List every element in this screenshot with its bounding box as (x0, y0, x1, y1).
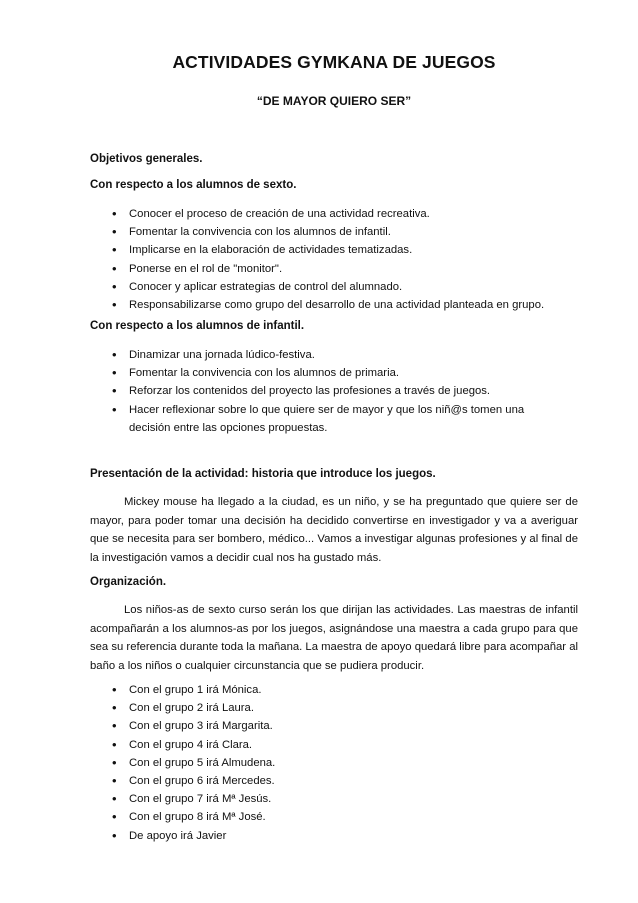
presentacion-paragraph (90, 493, 578, 567)
list-item: • Ponerse en el rol de "monitor". (90, 260, 560, 278)
list-item: • Responsabilizarse como grupo del desarrollo de una actividad planteada en grupo. (90, 296, 560, 314)
document-subtitle: “DE MAYOR QUIERO SER” (256, 94, 412, 108)
presentacion-heading: Presentación de la actividad: historia que introduce los juegos. (90, 468, 436, 480)
document-title: ACTIVIDADES GYMKANA DE JUEGOS (172, 52, 496, 72)
list-item: • Con el grupo 8 irá Mª José. (90, 808, 560, 826)
list-item: • Fomentar la convivencia con los alumnos de infantil. (90, 223, 560, 241)
organizacion-heading: Organización. (90, 576, 167, 588)
list-item: • Dinamizar una jornada lúdico-festiva. (90, 346, 560, 364)
organizacion-text: Los niños-as de sexto curso serán los que dirijan las actividades. Las maestras de infantil acompañarán a los alumnos-as por los juegos, asignándose una maestra a cada grupo para que sea su referencia durante toda la mañana. La maestra de apoyo quedará libre para acompañar al baño a los niños o cualquier circunstancia que se pudiera producir. (90, 604, 578, 672)
objetivos-heading: Objetivos generales. (90, 153, 203, 165)
list-item: • Conocer el proceso de creación de una actividad recreativa. (90, 205, 560, 223)
list-item: • Con el grupo 1 irá Mónica. (90, 681, 560, 699)
list-item: • Con el grupo 4 irá Clara. (90, 736, 560, 754)
list-item: • Con el grupo 3 irá Margarita. (90, 717, 560, 735)
grupos-list (90, 681, 560, 845)
sexto-heading: Con respecto a los alumnos de sexto. (90, 179, 297, 191)
sexto-list (90, 205, 560, 314)
list-item: • Con el grupo 6 irá Mercedes. (90, 772, 560, 790)
list-item: • Con el grupo 7 irá Mª Jesús. (90, 790, 560, 808)
organizacion-paragraph (90, 601, 578, 675)
list-item: • Con el grupo 5 irá Almudena. (90, 754, 560, 772)
list-item: • Hacer reflexionar sobre lo que quiere ser de mayor y que los niñ@s tomen una decisión entre las opciones propuestas. (90, 401, 560, 437)
infantil-heading: Con respecto a los alumnos de infantil. (90, 320, 305, 332)
list-item: • De apoyo irá Javier (90, 827, 560, 845)
list-item: • Con el grupo 2 irá Laura. (90, 699, 560, 717)
infantil-list (90, 346, 560, 437)
list-item: • Reforzar los contenidos del proyecto las profesiones a través de juegos. (90, 382, 560, 400)
list-item: • Fomentar la convivencia con los alumnos de primaria. (90, 364, 560, 382)
presentacion-text: Mickey mouse ha llegado a la ciudad, es un niño, y se ha preguntado que quiere ser de mayor, para poder tomar una decisión ha decidido convertirse en investigador y va a averiguar que se necesita para ser bombero, médico... Vamos a investigar algunas profesiones y al final de la investigación vamos a decidir cual nos ha gustado más. (90, 496, 578, 564)
list-item: • Implicarse en la elaboración de actividades tematizadas. (90, 241, 560, 259)
list-item: • Conocer y aplicar estrategias de control del alumnado. (90, 278, 560, 296)
